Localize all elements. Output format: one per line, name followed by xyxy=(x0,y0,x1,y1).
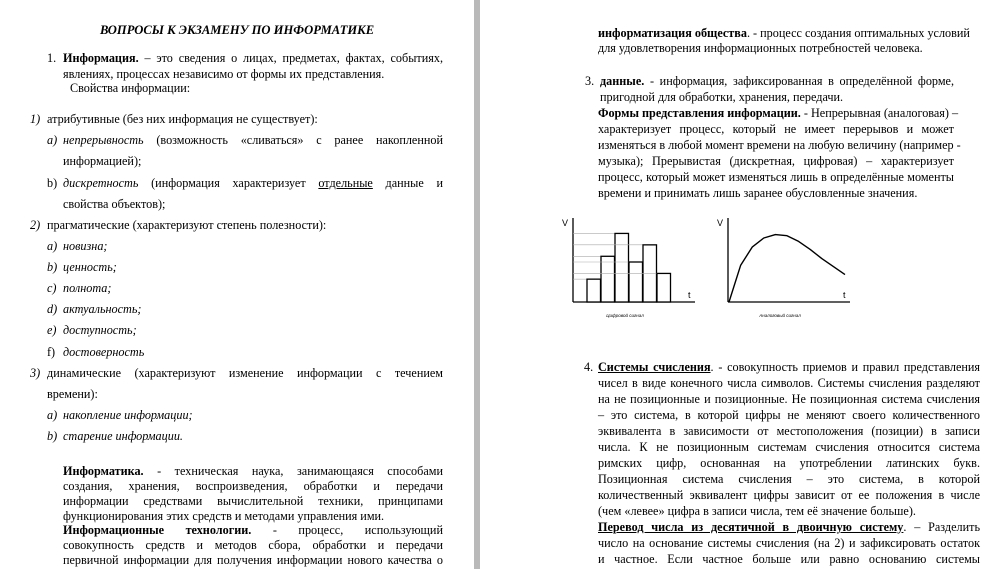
x-axis-label: t xyxy=(688,290,691,300)
group-1-heading: атрибутивные (без них информация не существует): xyxy=(47,112,318,126)
q4-line-10: (чем «левее» цифра в записи числа, тем её значение больше). xyxy=(598,504,916,518)
document-page-left xyxy=(0,0,474,569)
signal-line xyxy=(729,235,845,302)
x-axis-label: t xyxy=(843,290,846,300)
q3-line-1: данные. - информация, зафиксированная в определённой форме, xyxy=(600,74,954,88)
q4-line-3: на не позиционные и позиционные. Не позиционная система счисления xyxy=(598,392,980,406)
forms-line-6: времени и принимать лишь заранее обусловленные значения. xyxy=(598,186,918,200)
list-item-continuity-cont: информацией); xyxy=(63,154,142,168)
list-letter: f) xyxy=(47,345,56,359)
informatics-line-3: информации средствами вычислительной техники, принципами xyxy=(63,494,443,508)
list-item-continuity: непрерывность (возможность «сливаться» с ранее накопленной xyxy=(63,133,443,147)
conversion-line-2: число на основание системы счисления (на 2) и зафиксировать остаток xyxy=(598,536,980,550)
q4-line-6: числа. К не позиционным системам счисления относится система xyxy=(598,440,980,454)
list-letter: d) xyxy=(47,302,58,316)
bar xyxy=(615,233,629,302)
list-letter: a) xyxy=(47,133,58,147)
y-axis-label: V xyxy=(717,218,724,228)
list-item-discreteness-cont: свойства объектов); xyxy=(63,197,166,211)
list-letter: b) xyxy=(47,176,58,190)
document-page-right xyxy=(480,0,1000,569)
society-informatization-line-2: для удовлетворения информационных потребностей человека. xyxy=(598,41,923,55)
bar xyxy=(587,279,601,302)
conversion-line-1: Перевод числа из десятичной в двоичную систему. – Разделить xyxy=(598,520,980,534)
bar xyxy=(629,262,643,302)
list-item: доступность; xyxy=(63,323,137,337)
list-item: накопление информации; xyxy=(63,408,193,422)
bar xyxy=(657,273,671,302)
it-line-3: первичной информации для получения информации нового качества о xyxy=(63,553,443,567)
group-number-1: 1) xyxy=(30,112,41,126)
list-letter: b) xyxy=(47,260,58,274)
list-letter: a) xyxy=(47,239,58,253)
question-number-4: 4. xyxy=(584,360,594,374)
group-number-2: 2) xyxy=(30,218,41,232)
list-letter: e) xyxy=(47,323,57,337)
group-2-heading: прагматические (характеризуют степень полезности): xyxy=(47,218,327,232)
list-item-discreteness: дискретность (информация характеризует отдельные данные и xyxy=(63,176,443,190)
q4-line-2: чисел в виде конечного числа символов. Системы счисления разделяют xyxy=(598,376,980,390)
list-item: ценность; xyxy=(63,260,117,274)
chart-caption: Аналоговый сигнал xyxy=(759,313,801,318)
forms-line-4: музыка); Прерывистая (дискретная, цифровая) – характеризует xyxy=(598,154,954,168)
list-item: новизна; xyxy=(63,239,108,253)
forms-line-2: характеризует процесс, который не имеет перерывов и может xyxy=(598,122,954,136)
list-item: достоверность xyxy=(63,345,145,359)
forms-line-3: изменяться в любой момент времени на любую величину (например - xyxy=(598,138,961,152)
analog-signal-chart xyxy=(715,210,865,322)
q1-line-3: Свойства информации: xyxy=(70,81,191,95)
q4-line-7: римских цифр, основанная на употреблении латинских букв. xyxy=(598,456,980,470)
forms-line-1: Формы представления информации. - Непрерывная (аналоговая) – xyxy=(598,106,959,120)
group-3-heading-cont: времени): xyxy=(47,387,98,401)
conversion-line-3: и частное. Если частное больше или равно основанию системы xyxy=(598,552,980,566)
q4-line-1: Системы счисления. - совокупность приемов и правил представления xyxy=(598,360,980,374)
question-number-3: 3. xyxy=(585,74,595,88)
list-letter: b) xyxy=(47,429,58,443)
list-item: полнота; xyxy=(63,281,112,295)
group-3-heading: динамические (характеризуют изменение информации с течением xyxy=(47,366,443,380)
list-letter: c) xyxy=(47,281,57,295)
list-letter: a) xyxy=(47,408,58,422)
question-number-1: 1. xyxy=(47,51,57,65)
q4-line-4: – это система, в которой цифры не меняют своего количественного xyxy=(598,408,980,422)
page-title: ВОПРОСЫ К ЭКЗАМЕНУ ПО ИНФОРМАТИКЕ xyxy=(100,23,375,37)
informatics-line-1: Информатика. - техническая наука, занимающаяся способами xyxy=(63,464,443,478)
list-item: старение информации. xyxy=(63,429,183,443)
bar xyxy=(601,256,615,302)
list-item: актуальность; xyxy=(63,302,142,316)
q4-line-8: Позиционная система счисления – это система, в которой xyxy=(598,472,980,486)
digital-signal-chart xyxy=(560,210,710,322)
q1-line-1: Информация. – это сведения о лицах, предметах, фактах, событиях, xyxy=(63,51,443,65)
q4-line-5: эквивалента в зависимости от местоположения (позиции) в записи xyxy=(598,424,980,438)
society-informatization-line-1: информатизация общества. - процесс создания оптимальных условий xyxy=(598,26,970,40)
group-number-3: 3) xyxy=(30,366,41,380)
informatics-line-2: создания, хранения, воспроизведения, обработки и передачи xyxy=(63,479,443,493)
it-line-1: Информационные технологии. - процесс, использующий xyxy=(63,523,443,537)
q4-line-9: количественный эквивалент цифры зависит от ее положения в числе xyxy=(598,488,980,502)
it-line-2: совокупность средств и методов сбора, обработки и передачи xyxy=(63,538,443,552)
forms-line-5: процесс, который может изменяться лишь в определённые моменты xyxy=(598,170,954,184)
q3-line-2: пригодной для обработки, хранения, передачи. xyxy=(600,90,844,104)
informatics-line-4: функционирования этих средств и методами управления ими. xyxy=(63,509,385,523)
y-axis-label: V xyxy=(562,218,569,228)
chart-caption: Цифровой сигнал xyxy=(606,313,644,318)
q1-line-2: явлениях, процессах независимо от формы их представления. xyxy=(63,67,385,81)
